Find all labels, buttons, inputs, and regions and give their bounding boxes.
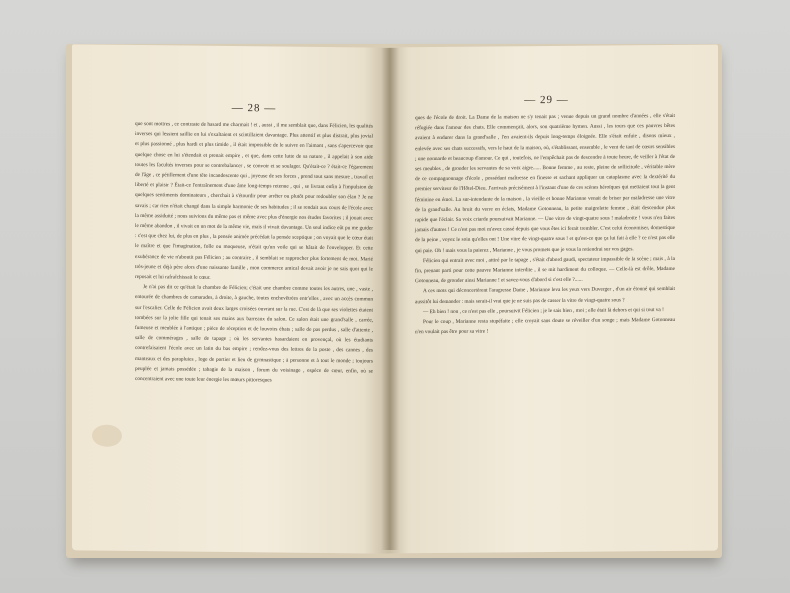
paragraph: Pour le coup , Marianne resta stupéfaite ; elle croyait sans doute se réveiller d'un songe ; mais Madame Gotonneau n'en voulait pas être pour sa vitre ! (415, 317, 675, 336)
paragraph: Félicien qui entrait avec moi , attiré par le tapage , s'était d'abord gaudi, spectateur impassible de la scène ; mais , à la fin, prenant parti pour cette pauvre Marianne interdite , il se mit hardiment du colloque. — Celle-là est drôle, Madame Gotonneau, de gronder ainsi Marianne ! et savez-vous d'abord si c'est elle ?...... (415, 255, 675, 285)
right-page-number: — 29 — (524, 93, 569, 107)
paragraph: que sont mottres , ce contraste de hasard me charmait ! et , aussi , il me semblait que, dans Félicien, les qualités inverses qui lessient saillie en lui s'exaltaient et scintillaient davantage. Plus attentif et plus distrait, plus jovial et plus passionné , plus hardi et plus timide , il était impossible de le suivre en l'aimant , sans s'apercevoir que quelque chose en lui s'étendait et prenait empire , et que, dans cette lutte de sa nature , il appelait à son aide toutes les facultés inverses pour se contrebalancer , se convoir et se soulager. Qu'était-ce ? était-ce l'égarement de l'âge , ce pétillement d'une tête incandescente qui , joyeuse de ses forces , prend tout sans mesure , travail et liberté et plaisir ? Était-ce l'entraînement d'une âme long-temps retenue , qui , se livrant enfin à l'impulsion de quelques sentiments dominateurs , cherchait à s'étourdir pour arrêter ou plutôt pour redoubler son élan ? Je ne savais ; car rien n'était changé dans la simple harmonie de ses habitudes ; il se rendait aux cours de l'école avec la même assiduité ; nous suivions du même pas et même avec plus d'énergie nos études favorites ; il jouait avec le même abandon , il vivait en un mot de la même vie, mais il vivait davantage. Un seul indice eût pu me guider : c'est que chez lui, de plus en plus , la pensée animée précédait la pensée sceptique ; on voyait que le cœur était le maître et que l'imagination, folle ou moqueuse, n'était qu'un voile qui se hâtait de l'envelopper. Et cette exubérance de vie n'aboutit pas Félicien ; au contraire , il semblait se rapprocher plus fortement de moi. Marié très-jeune et déjà père alors d'une naissante famille , mon commerce amical devait avoir je ne sais quoi qui le reposait et lui rafraîchissait le cœur. (135, 120, 373, 281)
open-book (64, 38, 724, 564)
left-page-number: — 28 — (231, 102, 277, 115)
paragraph: — Eh bien ! non , ce n'est pas elle , poursuivit Félicien ; je le sais bien , moi ; elle était là dehors et qui si tout va ! (423, 306, 664, 315)
foxing-stain (92, 425, 122, 447)
right-page-text (415, 111, 675, 338)
book-gutter (381, 48, 399, 550)
paragraph: A ces mots qui déconcertèrent l'aragresse Dame , Marianne leva les yeux vers Duverger , d'un air étonné qui semblait aussitôt lui demander : mais serait-il vrai que je ne suis pas de casser la vitre de vingt-quatre sous ? (415, 286, 675, 305)
left-page-text (135, 119, 373, 387)
right-page (389, 45, 718, 554)
paragraph: ques de l'école de droit. La Dame de la maison ne s'y tenait pas ; venue depuis un grand nombre d'années , elle s'était réfugiée dans l'amour des chats. Elle commençait, alors, son quatrième hymen. Aussi , les tours que ces pauvres bêtes avaient à endurer dans la grand'salle , l'en avaient-ils depuis long-temps éloignée. Elle s'était enfuie , disons mieux , enlevée avec ses chats successifs, vers le haut de la maison, où, s'établissant, ensemble , le vent de tant de cœurs sensibles ; une nonnarde et beaucoup d'amour. Ce qui , toutefois, ne l'empêchait pas de descendre à toute heure, de veiller à l'état de ses meubles , de gronder les servantes de sa voix aigre...... Bonne femme , au reste, pleine de sollicitude , véritable mère de ce compagnonnage d'école , possédant maîtresse en finesse et sachant appliquer un cataplasme avec la dextérité du premier serviteur de l'Hôtel-Dieu. J'arrivais précisément à l'instant d'une de ces scènes héroïques qui mettaient tout la gent féminine en émoi. La sur-intendante de la maison , la vieille et bonne Marianne venait de briser par maladresse une vitre de la grand'salle. Au bruit du verre en éclats, Madame Gotonneau, la petite maigrelette femme , était descendue plus rapide que l'éclair. Sa voix criarde poursuivait Marianne. — Une vitre de vingt-quatre sous ! maladroite ! vous n'en faites jamais d'autres ! Ce n'est pas moi m'avez cassé depuis que vous êtes ici ferait trembler. C'est celui économiser, domestique de la peine , voyez le soin qu'elles ont ! Une vitre de vingt-quatre sous ! et qu'est-ce que ça lui fait à elle ? ce n'est pas elle qui paie. Oh ! mais vous la paierez , Marianne , je vous promets que je vous la retiendrai sur vos gages. (415, 112, 675, 254)
left-page (72, 44, 389, 553)
paragraph: Je n'ai pas dit ce qu'était la chambre de Félicien; c'était une chambre comme toutes les autres, une , vaste , entourée de chambres de camarades, à droite, à gauche, toutes enchevêtrées entr'elles , avec un accès commun sur l'escalier. Celle de Félicien avait deux larges croisées ouvrant sur la rue. C'est de là que ses violettes étaient tombées sur la jolie fille qui tenait ses mains aux barreaux du salon. Ce salon était une grand'salle , carrée, fumeuse et meublée à l'antique ; pièce de réception et de louvoirs ébats ; salle de pas perdus , salle d'attente , salle de commérages , salle de tapage ; où les servantes hasardaient en provençal, où les étudiants contrefaisaient l'école avec un latin du bas empire ; rendez-vous des lettres de la poste , des cannes , des manteaux et des parapluies , loge de portier et lieu de gymnastique ; à personne et à tout le monde ; toujours peuplée et jamais possédée ; tabagie de la maison , forum du voisinage , espèce de cœur, enfin, où se concentraient avec une toute leur énergie les mœurs pittoresques (135, 284, 373, 384)
